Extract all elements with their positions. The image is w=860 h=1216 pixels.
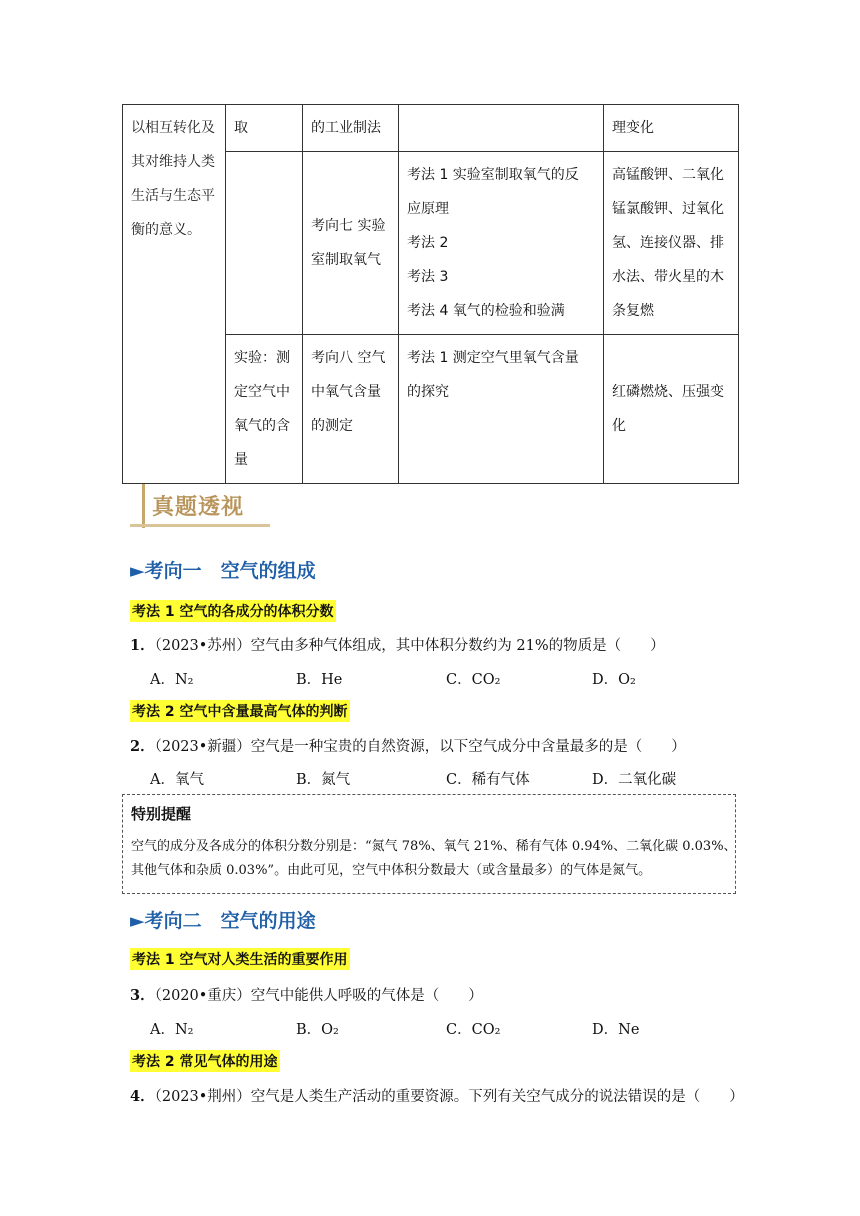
question-4 xyxy=(130,1085,744,1106)
cell-text: 高锰酸钾、二氧化 xyxy=(612,167,724,183)
question-text: （2023•荆州）空气是人类生产活动的重要资源。下列有关空气成分的说法错误的是（ ） xyxy=(154,1089,744,1105)
table-cell xyxy=(303,152,399,335)
question-1 xyxy=(130,634,665,655)
cell-text: 红磷燃烧、压强变 xyxy=(612,384,724,400)
cell-text: 室制取氧气 xyxy=(311,252,381,268)
cell-text: 考法 3 xyxy=(407,269,449,285)
option-d: D．二氧化碳 xyxy=(592,772,677,788)
cell-text: 条复燃 xyxy=(612,303,654,319)
option-c: C．稀有气体 xyxy=(446,772,530,788)
option-d: D．Ne xyxy=(592,1022,640,1038)
cell-text: 考法 1 测定空气里氧气含量 xyxy=(407,350,579,366)
question-number: 1． xyxy=(130,637,155,654)
cell-text: 以相互转化及 xyxy=(131,120,215,136)
table-row xyxy=(123,105,739,152)
cell-text: 氧气的含 xyxy=(234,418,290,434)
tip-title: 特别提醒 xyxy=(131,805,192,823)
question-3 xyxy=(130,984,483,1005)
cell-text: 其对维持人类 xyxy=(131,154,215,170)
question-text: （2023•新疆）空气是一种宝贵的自然资源，以下空气成分中含量最多的是（ ） xyxy=(154,739,686,755)
table-cell xyxy=(399,335,604,484)
question-number: 3． xyxy=(130,987,155,1004)
option-c: C．CO₂ xyxy=(446,672,501,688)
cell-text: 氢、连接仪器、排 xyxy=(612,235,724,251)
cell-text: 考向七 实验 xyxy=(311,218,386,234)
cell-text: 实验：测 xyxy=(234,350,290,366)
cell-text: 考法 4 氧气的检验和验满 xyxy=(407,303,565,319)
question-number: 2． xyxy=(130,738,155,755)
cell-text: 中氧气含量 xyxy=(311,384,381,400)
law-heading: 考法 1 空气的各成分的体积分数 xyxy=(130,600,336,622)
table-cell xyxy=(604,335,739,484)
cell-text: 定空气中 xyxy=(234,384,290,400)
cell-text: 化 xyxy=(612,418,626,434)
cell-text: 衡的意义。 xyxy=(131,222,201,238)
options-row xyxy=(150,668,710,688)
tip-body xyxy=(131,835,737,883)
cell-text: 水法、带火星的木 xyxy=(612,269,724,285)
question-number: 4． xyxy=(130,1088,155,1105)
table-cell xyxy=(303,335,399,484)
cell-text: 应原理 xyxy=(407,201,449,217)
question-text: （2023•苏州）空气由多种气体组成，其中体积分数约为 21%的物质是（ ） xyxy=(154,638,665,654)
banner-decoration xyxy=(130,524,270,527)
cell-text: 考法 2 xyxy=(407,235,449,251)
table-cell xyxy=(604,105,739,152)
tip-box xyxy=(122,794,736,894)
outline-table xyxy=(122,104,739,484)
cell-text: 的工业制法 xyxy=(311,120,381,136)
banner-title: 真题透视 xyxy=(152,495,245,520)
section-banner xyxy=(130,484,280,528)
cell-text: 的探究 xyxy=(407,384,449,400)
table-cell xyxy=(604,152,739,335)
option-d: D．O₂ xyxy=(592,672,636,688)
option-b: B．He xyxy=(296,672,343,688)
table-cell xyxy=(226,335,303,484)
cell-text: 生活与生态平 xyxy=(131,188,215,204)
table-cell xyxy=(399,152,604,335)
cell-text: 的测定 xyxy=(311,418,353,434)
tip-line: 空气的成分及各成分的体积分数分别是：“氮气 78%、氧气 21%、稀有气体 0.94%、二氧化碳 0.03%、 xyxy=(131,839,737,854)
cell-text: 量 xyxy=(234,452,248,468)
table-cell xyxy=(226,152,303,335)
option-b: B．氮气 xyxy=(296,772,351,788)
cell-text: 取 xyxy=(234,120,248,136)
section-heading: ►考向二 空气的用途 xyxy=(130,910,316,932)
option-a: A．N₂ xyxy=(150,672,194,688)
tip-line: 其他气体和杂质 0.03%”。由此可见，空气中体积分数最大（或含量最多）的气体是氮气。 xyxy=(131,863,652,878)
options-row xyxy=(150,768,710,788)
table-cell xyxy=(123,105,226,484)
cell-text: 理变化 xyxy=(612,120,654,136)
table-cell xyxy=(399,105,604,152)
question-text: （2020•重庆）空气中能供人呼吸的气体是（ ） xyxy=(154,988,483,1004)
cell-text: 考法 1 实验室制取氧气的反 xyxy=(407,167,579,183)
question-2 xyxy=(130,735,686,756)
cell-text: 考向八 空气 xyxy=(311,350,386,366)
option-a: A．氧气 xyxy=(150,772,204,788)
option-b: B．O₂ xyxy=(296,1022,339,1038)
law-heading: 考法 2 常见气体的用途 xyxy=(130,1050,280,1072)
option-c: C．CO₂ xyxy=(446,1022,501,1038)
option-a: A．N₂ xyxy=(150,1022,194,1038)
options-row xyxy=(150,1018,710,1038)
table-cell xyxy=(303,105,399,152)
table-cell xyxy=(226,105,303,152)
law-heading: 考法 2 空气中含量最高气体的判断 xyxy=(130,700,350,722)
section-heading: ►考向一 空气的组成 xyxy=(130,560,316,582)
cell-text: 锰氯酸钾、过氧化 xyxy=(612,201,724,217)
banner-decoration xyxy=(142,484,145,528)
law-heading: 考法 1 空气对人类生活的重要作用 xyxy=(130,948,350,970)
